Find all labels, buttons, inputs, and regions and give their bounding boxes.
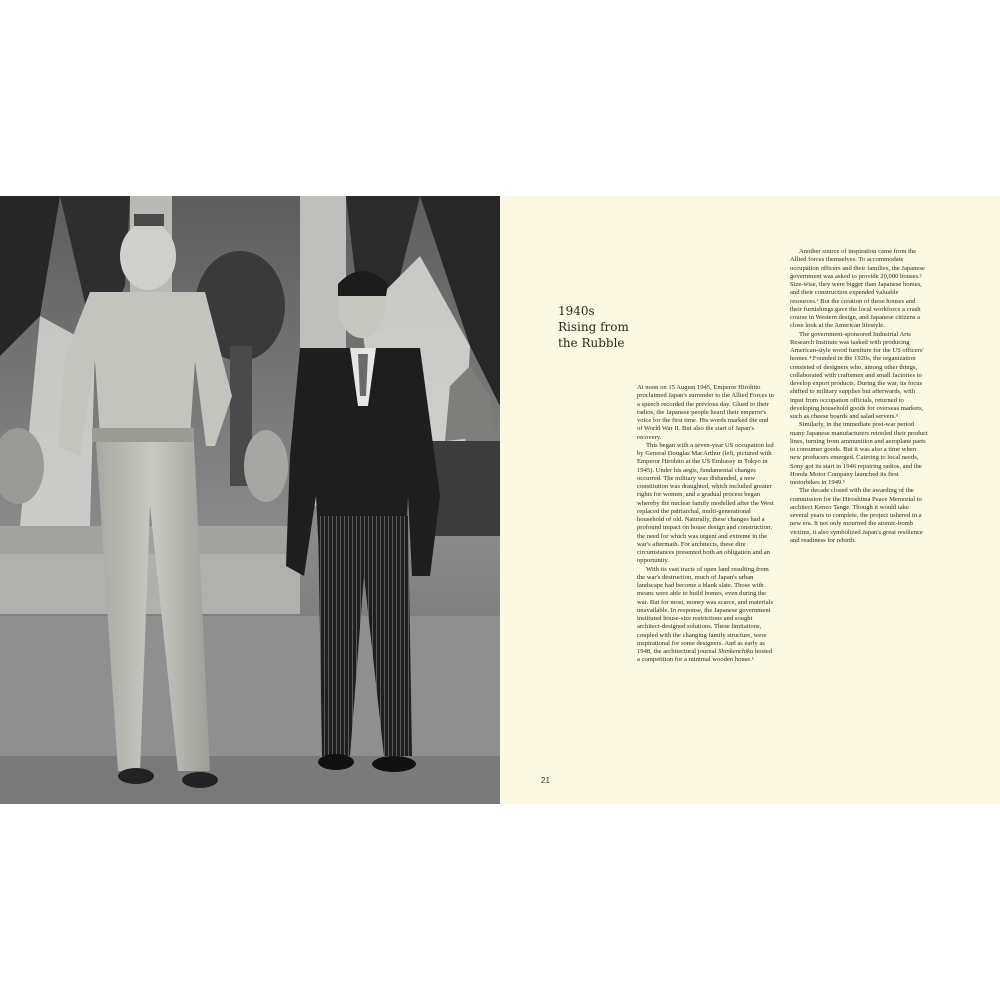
heading-line-2: Rising from <box>558 320 629 334</box>
chapter-heading <box>558 303 678 351</box>
paragraph <box>637 566 775 665</box>
paragraph: This began with a seven-year US occupation led by General Douglas MacArthur (left, pictured with Emperor Hirohito at the US Embassy in Tokyo in 1945). Under his aegis, fundamental changes occurred. The military was disbanded, a new constitution was draughted, which included greater rights for women, and a gradual process began whereby the nuclear family modelled after the West replaced the patriarchal, multi-generational household of old. Naturally, these changes had a profound impact on house design and construction, the need for which was urgent and extreme in the war's aftermath. For architects, these dire circumstances presented both an obligation and an opportunity. <box>637 441 774 565</box>
text-column-1 <box>637 384 775 665</box>
text-column-2 <box>790 248 928 545</box>
book-spread <box>0 196 1000 804</box>
paragraph-text: With its vast tracts of open land resulting from the war's destruction, much of Japan's urban landscape had become a blank slate. Those with means were able to build homes, even during the war. But for most, money was scarce, and materials unavailable. In response, the Japanese government instituted house-size restrictions and sought architect-designed solutions. These limitations, coupled with the changing family structure, were inspirational for some designers. And as early as 1948, the architectural journal <box>637 565 774 655</box>
historical-photo <box>0 196 500 804</box>
paragraph: The government-sponsored Industrial Arts Research Institute was tasked with producing American-style wood furniture for the US officers' homes.⁴ Founded in the 1920s, the organization consisted of designers who, among other things, collaborated with craftsmen and small factories to develop export products. During the war, its focus shifted to military supplies but afterwards, with input from occupation officials, returned to developing household goods for overseas markets, such as cheese boards and salad servers.⁵ <box>790 330 924 420</box>
paragraph: Another source of inspiration came from the Allied forces themselves. To accommodate occupation officers and their families, the Japanese government was asked to provide 20,000 houses.² Size-wise, they were bigger than Japanese homes, and their construction expended valuable resources.³ But the creation of these houses and their furnishings gave the local workforce a crash course in Western design, and Japanese citizens a close look at the American lifestyle. <box>790 248 925 330</box>
heading-line-3: the Rubble <box>558 336 625 350</box>
page-number: 21 <box>541 776 550 785</box>
paragraph: Similarly, in the immediate post-war period many Japanese manufacturers retooled their product lines, turning from ammunition and aeroplane parts to consumer goods. But it was also a time when new producers emerged. Catering to local needs, Sony got its start in 1946 repairing radios, and the Honda Motor Company launched its first motorbikes in 1949.⁶ <box>790 421 928 486</box>
paragraph: At noon on 15 August 1945, Emperor Hirohito proclaimed Japan's surrender to the Allied Forces in a speech recorded the previous day. Glued to their radios, the Japanese people heard their emperor's voice for the first time. His words marked the end of World War II. But also the start of Japan's recovery. <box>637 384 774 441</box>
paragraph: The decade closed with the awarding of the commission for the Hiroshima Peace Memorial to architect Kenzo Tange. Though it would take several years to complete, the project ushered in a new era. It not only mourned the atomic-bomb victims, it also symbolized Japan's great resilience and readiness for rebirth. <box>790 487 923 544</box>
text-page <box>500 196 1000 804</box>
journal-title: Shinkenchiku <box>718 648 754 655</box>
photo-icon <box>0 196 500 804</box>
paragraph-text-end: hosted a competition for a minimal wooden house.¹ <box>637 648 773 664</box>
heading-line-1: 1940s <box>558 304 595 318</box>
